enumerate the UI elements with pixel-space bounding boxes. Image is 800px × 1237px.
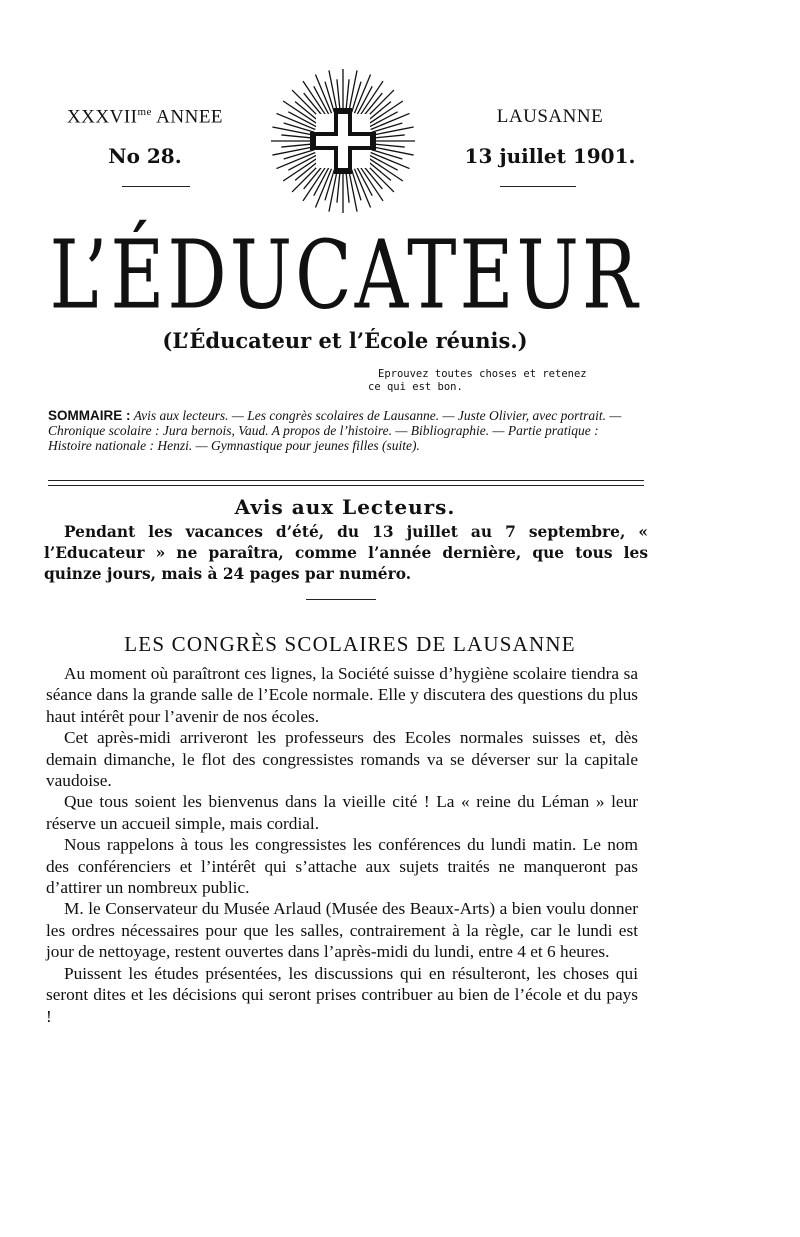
- divider-rule-bottom: [48, 485, 644, 486]
- volume-number: XXXVII: [66, 106, 138, 128]
- right-masthead-rule: [500, 186, 576, 187]
- article-body: [46, 663, 638, 1027]
- volume-line: [40, 106, 250, 128]
- sunburst-ray: [373, 135, 405, 138]
- notice-heading: Avis aux Lecteurs.: [234, 495, 456, 519]
- sunburst-ray: [372, 127, 413, 135]
- motto-line-1: Eprouvez toutes choses et retenez: [378, 368, 587, 380]
- motto: [368, 368, 628, 394]
- journal-title: L’ÉDUCATEUR: [49, 220, 641, 331]
- article-paragraph: Que tous soient les bienvenus dans la vieille cité ! La « reine du Léman » leur réserve un accueil simple, mais cordial.: [46, 792, 638, 833]
- sunburst-ray: [329, 70, 337, 111]
- sunburst-ray: [272, 127, 313, 135]
- sunburst-ray: [337, 171, 340, 203]
- article-paragraph: Puissent les études présentées, les discussions qui en résulteront, les choses qui seront dites et les décisions qui seront prises contribuer au bien de l’école et du pays !: [46, 963, 638, 1026]
- sunburst-ray: [349, 70, 357, 111]
- sunburst-ray: [329, 170, 337, 211]
- article-title: LES CONGRÈS SCOLAIRES DE LAUSANNE: [124, 632, 576, 656]
- sunburst-ray: [346, 79, 349, 111]
- swiss-cross-sunburst-icon: [268, 66, 418, 216]
- notice-rule: [306, 599, 376, 600]
- volume-word: ANNEE: [151, 106, 224, 128]
- notice-body: [44, 522, 648, 585]
- table-of-contents: [48, 408, 644, 453]
- sunburst-ray: [272, 147, 313, 155]
- sommaire-text: Avis aux lecteurs. — Les congrès scolaires de Lausanne. — Juste Olivier, avec portrait. — Chronique scolaire : Jura bernois, Vaud. A propos de l’histoire. — Bibliographie. — Partie pratique : Histoire nationale : Henzi. — Gymnastique pour jeunes filles (suite).: [48, 408, 622, 453]
- journal-subtitle: (L’Éducateur et l’École réunis.): [162, 328, 528, 353]
- divider-rule-top: [48, 480, 644, 481]
- motto-line-2: ce qui est bon.: [368, 381, 463, 393]
- left-masthead-rule: [122, 186, 190, 187]
- sunburst-ray: [337, 79, 340, 111]
- sunburst-ray: [346, 171, 349, 203]
- volume-superscript: me: [137, 106, 152, 118]
- issue-number: No 28.: [108, 144, 182, 168]
- sunburst-ray: [349, 170, 357, 211]
- city: LAUSANNE: [496, 106, 604, 127]
- sunburst-ray: [372, 147, 413, 155]
- sunburst-ray: [281, 135, 313, 138]
- issue-date: 13 juillet 1901.: [464, 144, 636, 168]
- article-paragraph: Nous rappelons à tous les congressistes les conférences du lundi matin. Le nom des conférenciers et l’intérêt qui s’attache aux sujets traités ne manqueront pas d’attirer un nombreux public.: [46, 835, 638, 898]
- article-paragraph: Au moment où paraîtront ces lignes, la Société suisse d’hygiène scolaire tiendra sa séance dans la grande salle de l’Ecole normale. Elle y discutera des questions du plus haut intérêt pour l’avenir de nos écoles.: [46, 664, 638, 726]
- article-paragraph: M. le Conservateur du Musée Arlaud (Musée des Beaux-Arts) a bien voulu donner les ordres nécessaires pour que les salles, contrairement à la règle, car le lundi est jour de nettoyage, restent ouvertes dans l’après-midi du lundi, entre 4 et 6 heures.: [46, 899, 638, 962]
- sunburst-ray: [373, 144, 405, 147]
- sommaire-label: SOMMAIRE :: [48, 408, 131, 423]
- sunburst-ray: [281, 144, 313, 147]
- article-paragraph: Cet après-midi arriveront les professeurs des Ecoles normales suisses et, dès demain dimanche, le flot des congressistes romands va se déverser sur la capitale vaudoise.: [46, 728, 638, 791]
- notice-text: Pendant les vacances d’été, du 13 juillet au 7 septembre, « l’Educateur » ne paraîtra, comme l’année dernière, que tous les quinze jours, mais à 24 pages par numéro.: [44, 523, 648, 583]
